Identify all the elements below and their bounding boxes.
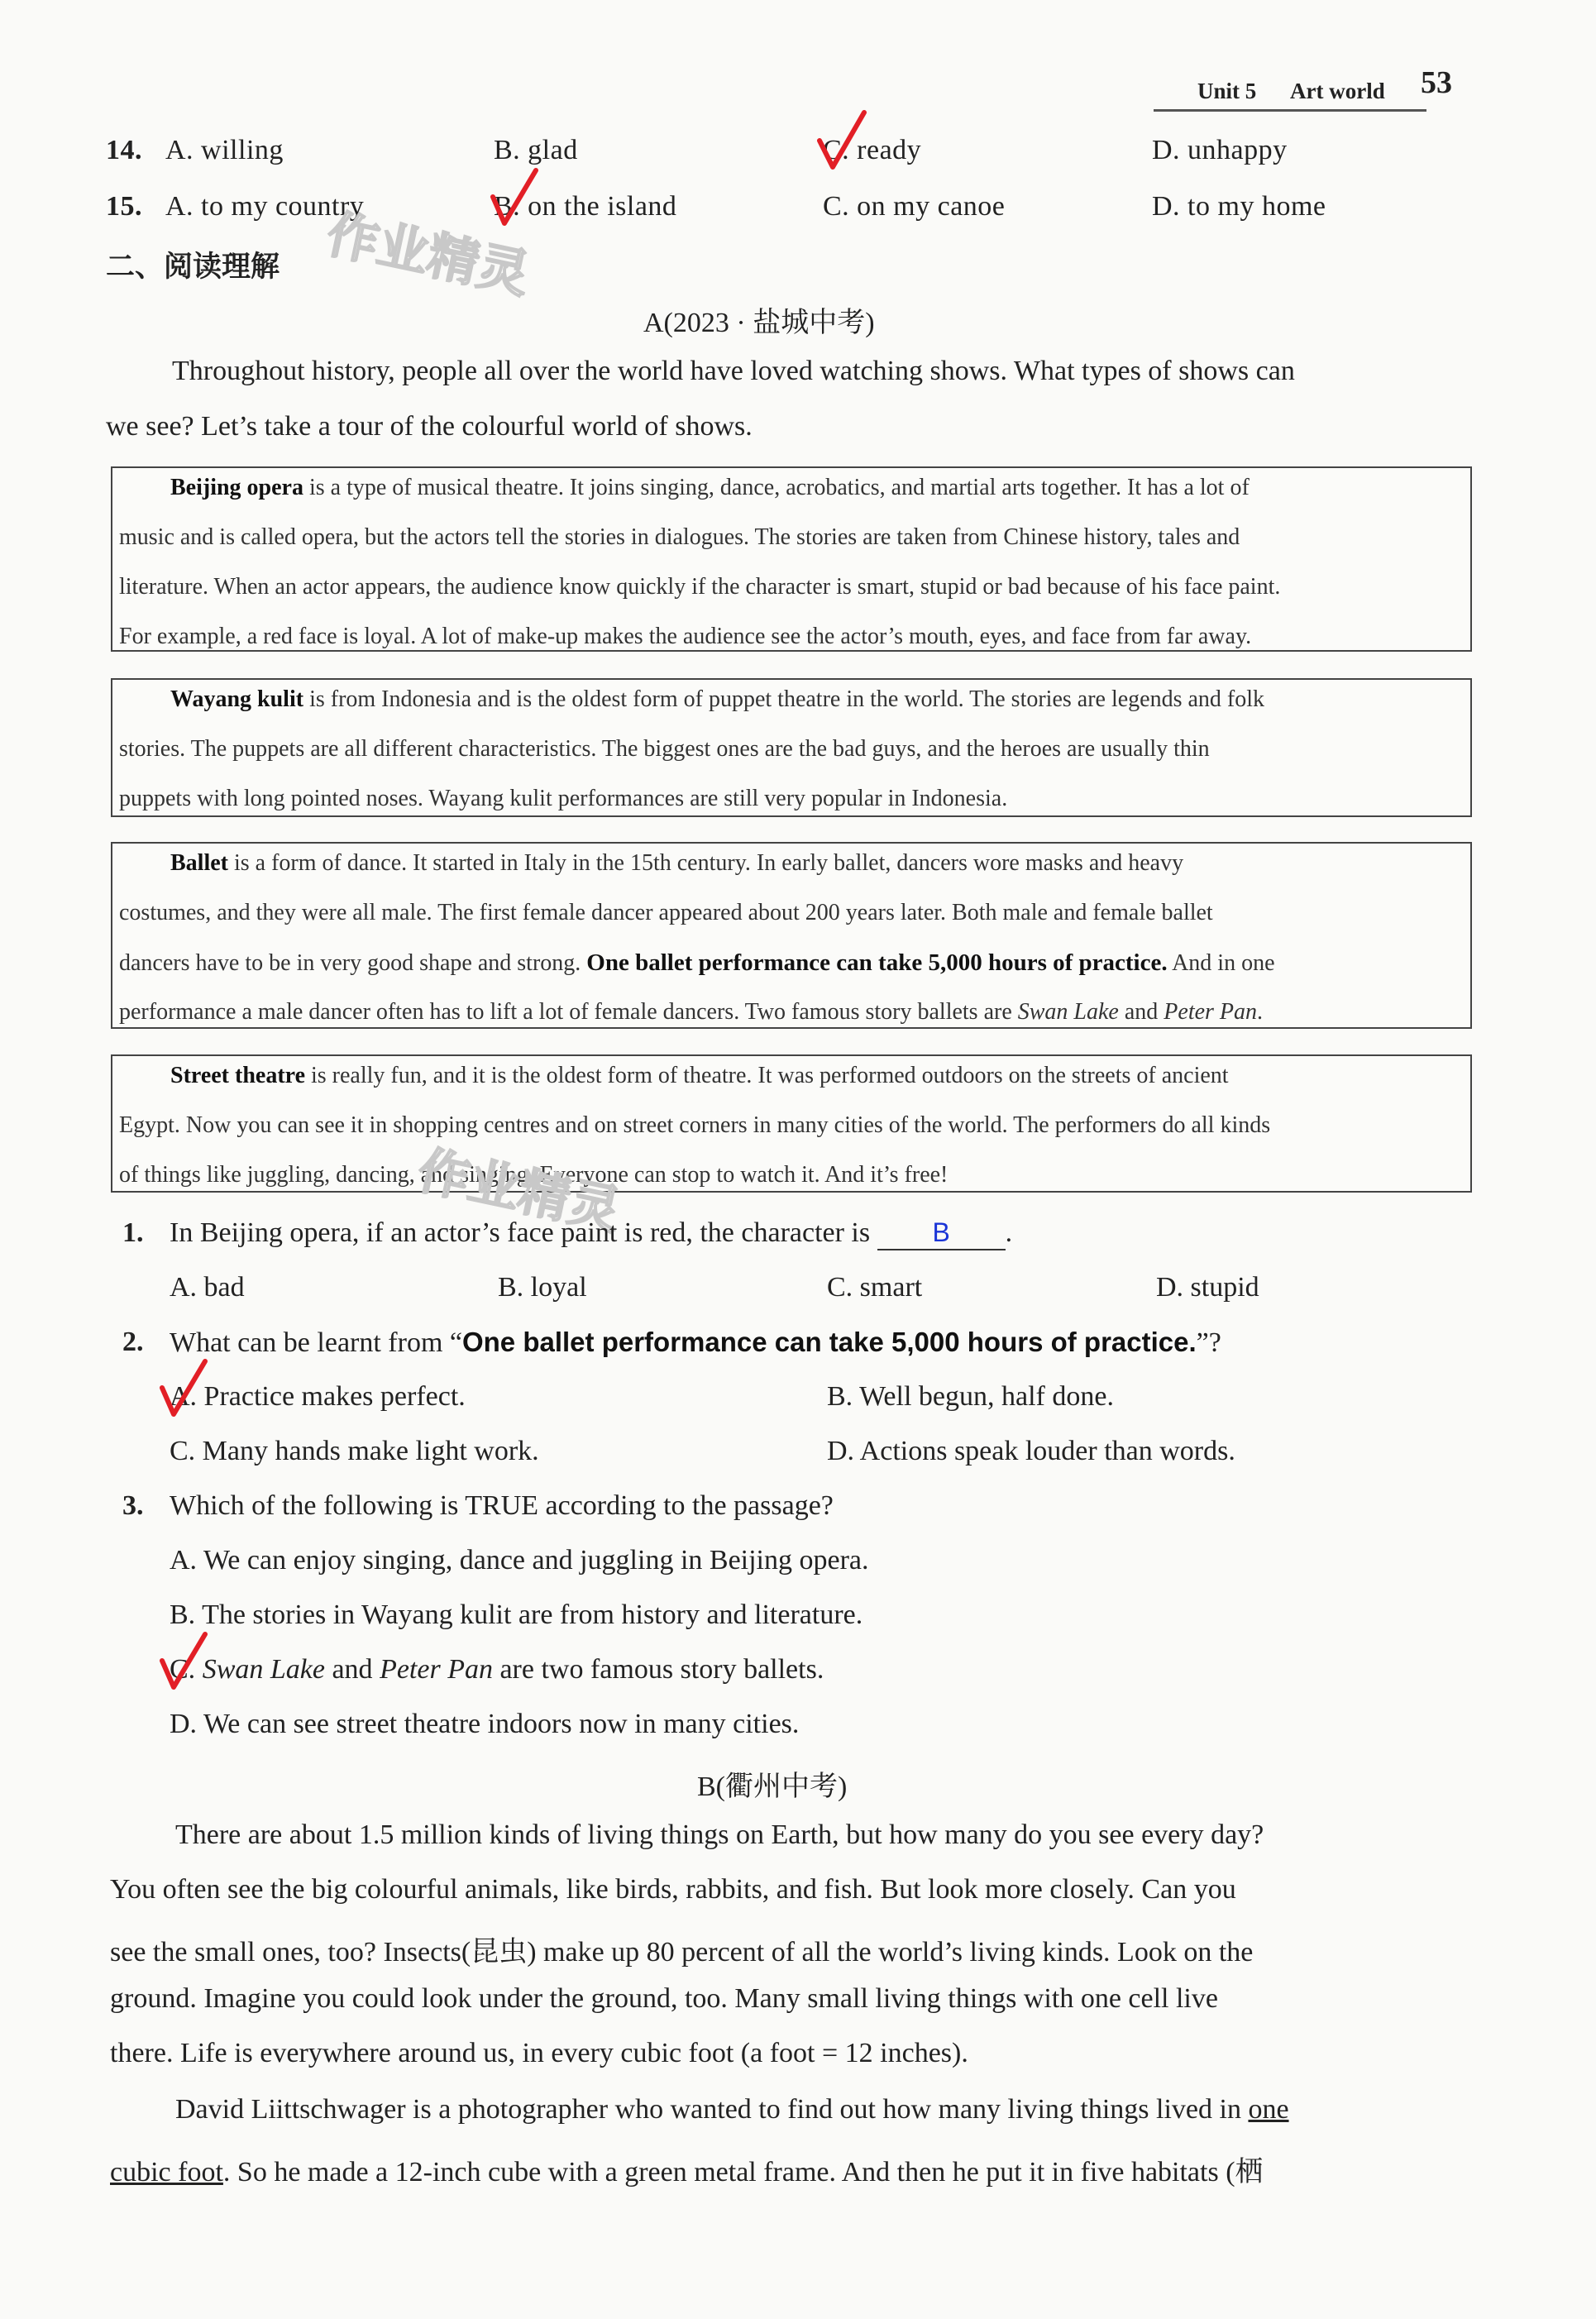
box3-line-4-a: performance a male dancer often has to lift a lot of female dancers. Two famous story ballets are bbox=[119, 999, 1018, 1025]
passage-b-line-3: see the small ones, too? Insects(昆虫) make up 80 percent of all the world’s living kinds. Look on the bbox=[110, 1937, 1254, 1968]
box3-line-3-c: And in one bbox=[1167, 950, 1275, 976]
box3-line-3 bbox=[119, 949, 1275, 977]
q1-stem-text: In Beijing opera, if an actor’s face paint is red, the character is bbox=[170, 1217, 877, 1248]
check-mark-icon bbox=[155, 1356, 213, 1422]
box4-line-3: of things like juggling, dancing, and singing. Everyone can stop to watch it. And it’s free! bbox=[119, 1162, 949, 1188]
q1-handwritten-answer: B bbox=[932, 1217, 950, 1247]
info-box-street-theatre bbox=[111, 1054, 1472, 1193]
passage-a-intro-line-1: Throughout history, people all over the world have loved watching shows. What types of shows can bbox=[172, 356, 1295, 386]
box4-line-2: Egypt. Now you can see it in shopping centres and on street corners in many cities of the world. The performers do all kinds bbox=[119, 1112, 1271, 1138]
q3-c-peter-pan: Peter Pan bbox=[380, 1654, 493, 1685]
passage-b-line-5: there. Life is everywhere around us, in every cubic foot (a foot = 12 inches). bbox=[110, 2038, 968, 2068]
box2-line-3: puppets with long pointed noses. Wayang kulit performances are still very popular in Indonesia. bbox=[119, 786, 1008, 811]
box2-line-1-text: is from Indonesia and is the oldest form of puppet theatre in the world. The stories are legends and folk bbox=[303, 686, 1265, 712]
box4-lead: Street theatre bbox=[170, 1063, 305, 1088]
box3-peter-pan: Peter Pan bbox=[1164, 999, 1258, 1025]
box3-lead: Ballet bbox=[170, 850, 228, 876]
box4-line-1-text: is really fun, and it is the oldest form of theatre. It was performed outdoors on the streets of ancient bbox=[305, 1063, 1229, 1088]
q14-number: 14. bbox=[106, 135, 142, 165]
passage-b-p2-b: . So he made a 12-inch cube with a green metal frame. And then he put it in five habitats (栖 bbox=[222, 2157, 1264, 2188]
passage-b-underlined-one: one bbox=[1248, 2094, 1289, 2125]
q2-stem-a: What can be learnt from “ bbox=[170, 1327, 462, 1358]
box3-line-1-text: is a form of dance. It started in Italy in the 15th century. In early ballet, dancers wore masks and heavy bbox=[228, 850, 1184, 876]
box2-line-1 bbox=[170, 686, 1264, 713]
unit-title: Art world bbox=[1290, 79, 1385, 103]
q2-stem-bold: One ballet performance can take 5,000 hours of practice. bbox=[461, 1327, 1197, 1357]
passage-b-underlined-cubic-foot: cubic foot bbox=[110, 2157, 223, 2188]
page-number: 53 bbox=[1421, 65, 1452, 100]
q3-c-mid: and bbox=[324, 1654, 380, 1685]
q2-number: 2. bbox=[122, 1327, 144, 1357]
check-mark-icon bbox=[155, 1629, 213, 1695]
q1-option-a: A. bad bbox=[170, 1272, 245, 1303]
q1-stem-end: . bbox=[1005, 1217, 1013, 1248]
q15-option-b: B. on the island bbox=[494, 191, 677, 222]
q2-option-a: A. Practice makes perfect. bbox=[170, 1381, 466, 1412]
box1-line-3: literature. When an actor appears, the audience know quickly if the character is smart, stupid or bad because of his face paint. bbox=[119, 574, 1281, 600]
box1-line-2: music and is called opera, but the actors tell the stories in dialogues. The stories are taken from Chinese history, tales and bbox=[119, 524, 1240, 550]
box3-swan-lake: Swan Lake bbox=[1017, 999, 1119, 1025]
box3-line-1 bbox=[170, 850, 1183, 877]
q2-stem-b: ”? bbox=[1196, 1327, 1221, 1358]
q15-option-a: A. to my country bbox=[165, 191, 365, 222]
box1-line-1-text: is a type of musical theatre. It joins singing, dance, acrobatics, and martial arts together. It has a lot of bbox=[303, 475, 1250, 500]
check-mark-icon bbox=[815, 108, 872, 174]
box4-line-1 bbox=[170, 1063, 1229, 1089]
q3-stem: Which of the following is TRUE according to the passage? bbox=[170, 1490, 834, 1521]
passage-b-line-6 bbox=[175, 2094, 1289, 2125]
section-heading: 二、阅读理解 bbox=[106, 251, 280, 284]
passage-a-title: A(2023 · 盐城中考) bbox=[643, 308, 875, 338]
q14-option-d: D. unhappy bbox=[1152, 135, 1288, 165]
passage-b-p2-a: David Liittschwager is a photographer who wanted to find out how many living things lived in bbox=[175, 2094, 1249, 2125]
box3-line-4-c: and bbox=[1118, 999, 1164, 1025]
unit-label: Unit 5 bbox=[1197, 79, 1257, 103]
q15-option-d: D. to my home bbox=[1152, 191, 1326, 222]
passage-b-line-2: You often see the big colourful animals, like birds, rabbits, and fish. But look more closely. Can you bbox=[110, 1874, 1236, 1905]
q3-c-swan-lake: Swan Lake bbox=[202, 1654, 325, 1685]
q1-option-c: C. smart bbox=[827, 1272, 923, 1303]
q14-option-b: B. glad bbox=[494, 135, 578, 165]
q2-option-d: D. Actions speak louder than words. bbox=[827, 1436, 1235, 1466]
passage-b-line-1: There are about 1.5 million kinds of living things on Earth, but how many do you see every day? bbox=[175, 1819, 1264, 1850]
q3-option-b: B. The stories in Wayang kulit are from history and literature. bbox=[170, 1599, 863, 1630]
watermark-logo: 作业精灵 bbox=[322, 203, 535, 305]
q14-option-c: C. ready bbox=[823, 135, 922, 165]
check-mark-icon bbox=[488, 165, 546, 232]
box2-lead: Wayang kulit bbox=[170, 686, 304, 712]
q1-option-d: D. stupid bbox=[1156, 1272, 1259, 1303]
box3-line-4-e: . bbox=[1257, 999, 1264, 1025]
box3-line-4 bbox=[119, 999, 1263, 1026]
box3-bold-sentence: One ballet performance can take 5,000 hours of practice. bbox=[586, 949, 1168, 976]
passage-b-title: B(衢州中考) bbox=[697, 1772, 848, 1802]
q1-stem bbox=[170, 1217, 1012, 1250]
q14-option-a: A. willing bbox=[165, 135, 284, 165]
box1-lead: Beijing opera bbox=[170, 475, 303, 500]
passage-b-line-4: ground. Imagine you could look under the ground, too. Many small living things with one cell live bbox=[110, 1983, 1218, 2014]
q1-number: 1. bbox=[122, 1217, 144, 1248]
box3-line-2: costumes, and they were all male. The first female dancer appeared about 200 years later. Both male and female ballet bbox=[119, 900, 1213, 925]
header-rule bbox=[1154, 109, 1426, 112]
q3-option-d: D. We can see street theatre indoors now in many cities. bbox=[170, 1709, 800, 1739]
box1-line-4: For example, a red face is loyal. A lot of make-up makes the audience see the actor’s mouth, eyes, and face from far away. bbox=[119, 624, 1252, 649]
info-box-wayang-kulit bbox=[111, 678, 1472, 817]
box1-line-1 bbox=[170, 475, 1250, 501]
watermark-logo-2: 作业精灵 bbox=[413, 1139, 626, 1241]
q3-option-a: A. We can enjoy singing, dance and juggling in Beijing opera. bbox=[170, 1545, 869, 1575]
q2-stem bbox=[170, 1327, 1221, 1359]
q1-answer-blank bbox=[877, 1217, 1006, 1250]
info-box-beijing-opera bbox=[111, 466, 1472, 652]
info-box-ballet bbox=[111, 842, 1472, 1029]
q3-number: 3. bbox=[122, 1490, 144, 1521]
passage-a-intro-line-2: we see? Let’s take a tour of the colourful world of shows. bbox=[106, 411, 753, 442]
q15-option-c: C. on my canoe bbox=[823, 191, 1006, 222]
box3-line-3-a: dancers have to be in very good shape and strong. bbox=[119, 950, 587, 976]
q3-option-c bbox=[170, 1654, 824, 1685]
q3-c-prefix: C. bbox=[170, 1654, 203, 1685]
passage-b-line-7 bbox=[110, 2149, 1264, 2189]
q2-option-b: B. Well begun, half done. bbox=[827, 1381, 1114, 1412]
q2-option-c: C. Many hands make light work. bbox=[170, 1436, 539, 1466]
q15-number: 15. bbox=[106, 191, 142, 222]
box2-line-2: stories. The puppets are all different characteristics. The biggest ones are the bad guys, and the heroes are usually thin bbox=[119, 736, 1210, 762]
q1-option-b: B. loyal bbox=[498, 1272, 587, 1303]
q3-c-post: are two famous story ballets. bbox=[492, 1654, 824, 1685]
